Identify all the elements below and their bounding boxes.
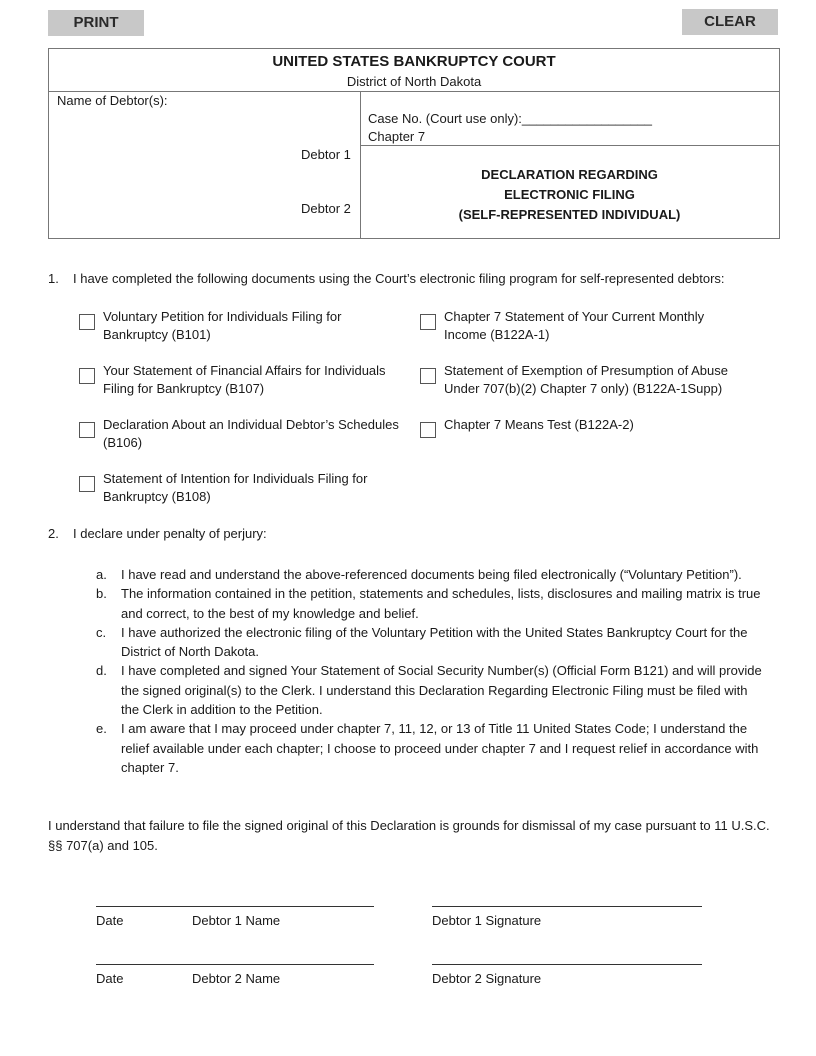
checkbox[interactable] — [79, 368, 95, 384]
debtor1-signature-label: Debtor 1 Signature — [432, 913, 542, 928]
checkbox-label: Statement of Intention for Individuals Filing for Bankruptcy (B108) — [103, 471, 368, 504]
document-checkbox-item[interactable] — [79, 308, 403, 344]
declaration-title — [360, 165, 779, 225]
list-item — [96, 584, 766, 623]
declaration-title-line: (SELF-REPRESENTED INDIVIDUAL) — [458, 207, 681, 222]
clear-button[interactable]: CLEAR — [682, 9, 778, 35]
declaration-list — [96, 565, 766, 777]
chapter-label: Chapter 7 — [368, 129, 426, 144]
checkbox[interactable] — [420, 422, 436, 438]
list-item — [96, 661, 766, 719]
section2-number: 2. — [48, 526, 59, 541]
section1-number: 1. — [48, 271, 59, 286]
checkbox-label: Statement of Exemption of Presumption of Abuse Under 707(b)(2) Chapter 7 only) (B122A-1Supp) — [444, 363, 728, 396]
list-letter: e. — [96, 721, 107, 737]
declaration-title-line: DECLARATION REGARDING — [481, 167, 658, 182]
list-item — [96, 565, 766, 584]
list-letter: c. — [96, 624, 107, 640]
document-checkbox-item[interactable] — [79, 470, 403, 506]
document-checkbox-item[interactable] — [79, 362, 403, 398]
document-checkbox-item[interactable] — [420, 362, 754, 398]
closing-statement: I understand that failure to file the signed original of this Declaration is grounds for dismissal of my case pursuant to 11 U.S.C. §§ 707(a) and 105. — [48, 818, 770, 853]
divider — [49, 91, 779, 92]
debtor2-date-name-line[interactable] — [96, 964, 374, 965]
list-text: I have read and understand the above-referenced documents being filed electronically (“Voluntary Petition”). — [121, 567, 742, 582]
divider — [360, 145, 779, 146]
checkbox-label: Chapter 7 Means Test (B122A-2) — [444, 417, 634, 432]
debtor2-label: Debtor 2 — [301, 201, 351, 216]
list-letter: b. — [96, 586, 107, 602]
checkbox[interactable] — [79, 314, 95, 330]
date-label: Date — [96, 913, 124, 928]
list-letter: d. — [96, 663, 107, 679]
case-number-field[interactable]: Case No. (Court use only):__________________ — [368, 111, 653, 126]
list-letter: a. — [96, 567, 107, 582]
document-checkbox-item[interactable] — [420, 308, 744, 344]
list-text: I am aware that I may proceed under chapter 7, 11, 12, or 13 of Title 11 United States Code; I understand the relief available under each chapter; I choose to proceed under chapter 7 and I request relief in accordance with chapter 7. — [121, 721, 759, 775]
list-item — [96, 719, 766, 777]
list-item — [96, 623, 766, 662]
debtor1-signature-line[interactable] — [432, 906, 702, 907]
debtor1-name-label: Debtor 1 Name — [192, 913, 281, 928]
list-text: The information contained in the petition, statements and schedules, lists, disclosures and mailing matrix is true and correct, to the best of my knowledge and belief. — [121, 586, 761, 621]
checkbox[interactable] — [79, 422, 95, 438]
list-text: I have authorized the electronic filing of the Voluntary Petition with the United States Bankruptcy Court for the District of North Dakota. — [121, 624, 748, 660]
case-header-box — [48, 48, 780, 239]
checkbox[interactable] — [79, 476, 95, 492]
document-checkbox-item[interactable] — [420, 416, 744, 438]
debtor1-label: Debtor 1 — [301, 147, 351, 162]
checkbox[interactable] — [420, 368, 436, 384]
list-text: I have completed and signed Your Statement of Social Security Number(s) (Official Form B121) and will provide the signed original(s) to the Clerk. I understand this Declaration Regarding Electronic Filing must be filed with the Clerk in addition to the Petition. — [121, 663, 762, 718]
debtor2-signature-line[interactable] — [432, 964, 702, 965]
debtor1-date-name-line[interactable] — [96, 906, 374, 907]
section1-text: I have completed the following documents using the Court’s electronic filing program for self-represented debtors: — [73, 271, 725, 286]
date-label: Date — [96, 971, 124, 986]
declaration-title-line: ELECTRONIC FILING — [504, 187, 635, 202]
court-title: UNITED STATES BANKRUPTCY COURT — [272, 53, 556, 70]
checkbox-label: Your Statement of Financial Affairs for Individuals Filing for Bankruptcy (B107) — [103, 363, 386, 396]
checkbox-label: Voluntary Petition for Individuals Filing for Bankruptcy (B101) — [103, 309, 342, 342]
district-name: District of North Dakota — [346, 74, 482, 89]
checkbox-label: Declaration About an Individual Debtor’s Schedules (B106) — [103, 417, 399, 450]
section2-text: I declare under penalty of perjury: — [73, 526, 267, 541]
checkbox-label: Chapter 7 Statement of Your Current Monthly Income (B122A-1) — [444, 309, 705, 342]
document-checkbox-item[interactable] — [79, 416, 403, 452]
debtor-names-label: Name of Debtor(s): — [57, 93, 168, 108]
checkbox[interactable] — [420, 314, 436, 330]
debtor2-signature-label: Debtor 2 Signature — [432, 971, 542, 986]
print-button[interactable]: PRINT — [48, 10, 144, 36]
debtor2-name-label: Debtor 2 Name — [192, 971, 281, 986]
